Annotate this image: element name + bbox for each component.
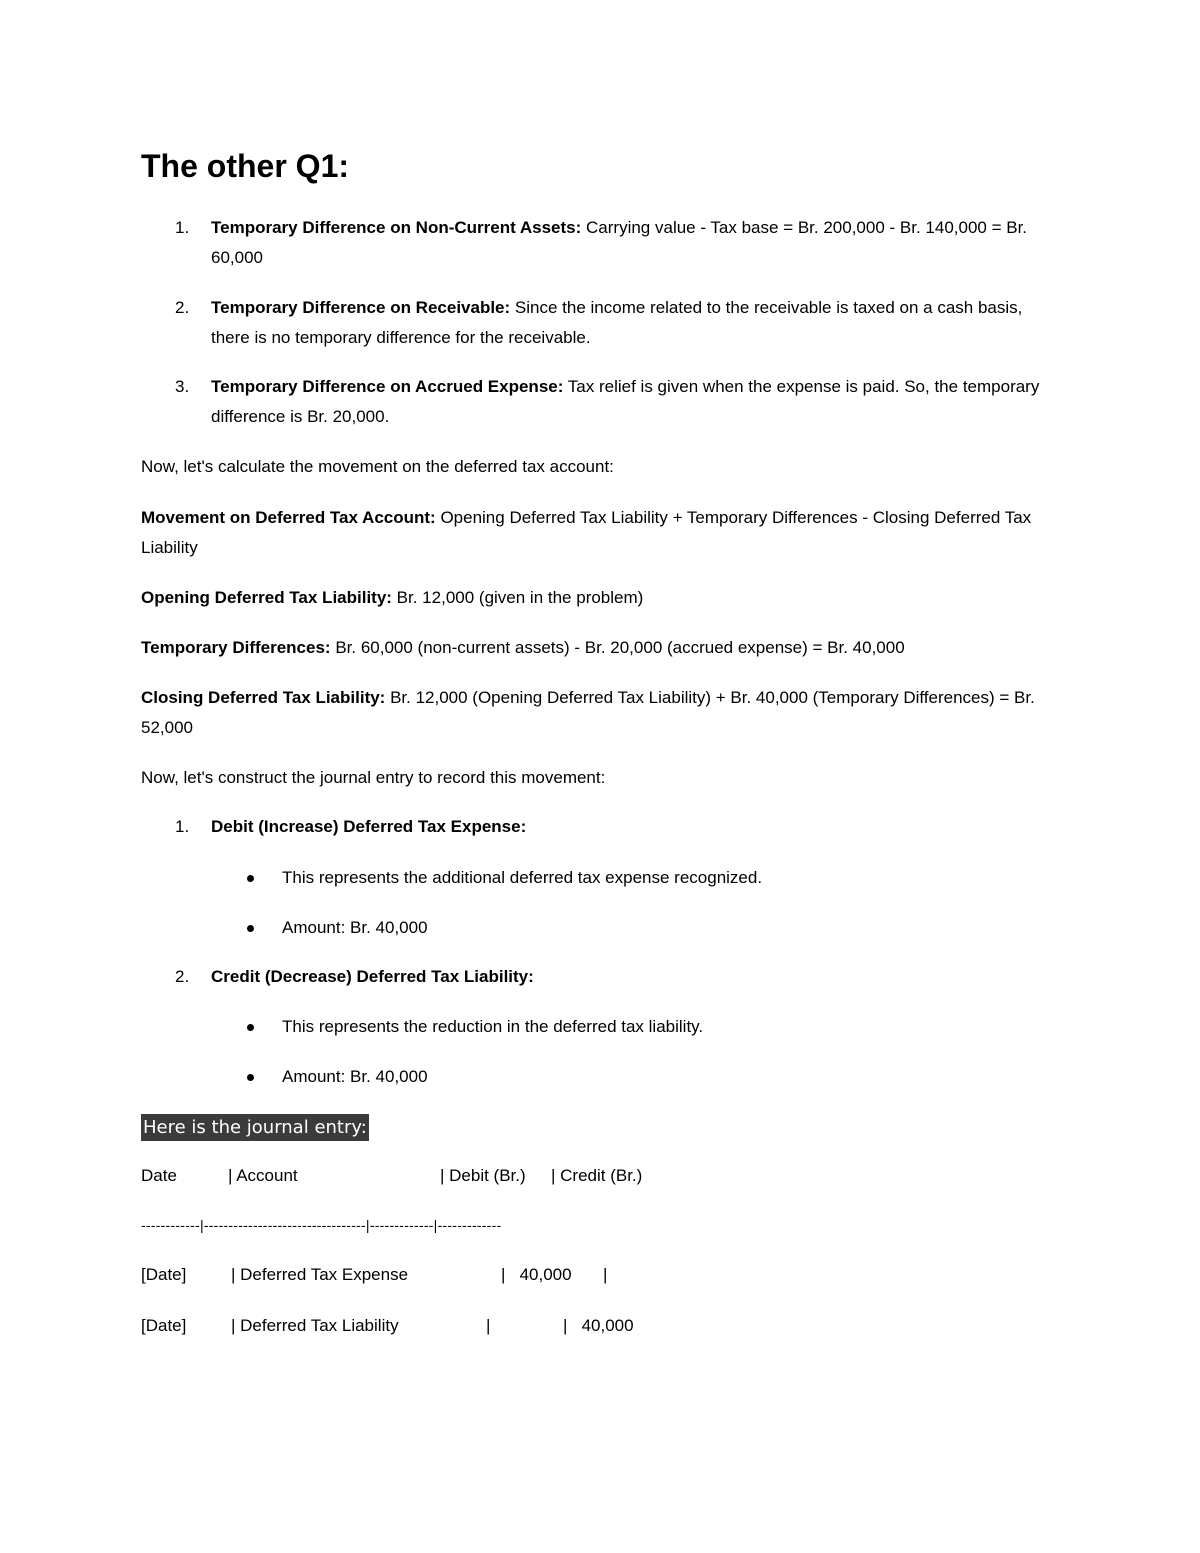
row-credit: | — [603, 1265, 608, 1284]
table-header-credit: | Credit (Br.) — [551, 1166, 643, 1185]
movement-text: Opening Deferred Tax Liability + Temporary Differences - Closing Deferred Tax Liability — [141, 508, 1032, 557]
table-header-debit: | Debit (Br.) — [440, 1166, 526, 1185]
bullet-item: Amount: Br. 40,000 — [282, 1067, 428, 1086]
closing-label: Closing Deferred Tax Liability: — [141, 688, 386, 707]
bullet-icon — [247, 875, 254, 882]
item-text: Tax relief is given when the expense is paid. So, the temporary difference is Br. 20,000. — [211, 377, 1040, 426]
list-number: 3. — [175, 377, 190, 396]
temporary-paragraph — [141, 633, 1061, 663]
closing-text: Br. 12,000 (Opening Deferred Tax Liability) + Br. 40,000 (Temporary Differences) = Br. 52,000 — [141, 688, 1035, 737]
row-account: | Deferred Tax Expense — [231, 1265, 409, 1284]
bullet-icon — [247, 1024, 254, 1031]
list-number: 1. — [175, 218, 190, 237]
list-number: 2. — [175, 967, 190, 986]
intro-journal: Now, let's construct the journal entry to record this movement: — [141, 768, 606, 787]
movement-label: Movement on Deferred Tax Account: — [141, 508, 436, 527]
table-header-account: | Account — [228, 1166, 298, 1185]
entry-credit-label — [211, 962, 1061, 992]
intro-movement: Now, let's calculate the movement on the deferred tax account: — [141, 457, 614, 476]
journal-entry-heading: Here is the journal entry: — [141, 1114, 369, 1141]
temporary-text: Br. 60,000 (non-current assets) - Br. 20,000 (accrued expense) = Br. 40,000 — [330, 638, 905, 657]
list-number: 2. — [175, 298, 190, 317]
item-label: Credit (Decrease) Deferred Tax Liability: — [211, 967, 534, 986]
table-separator: ------------|---------------------------------|-------------|------------- — [141, 1217, 502, 1233]
list-item-accrued-expense — [211, 372, 1061, 432]
entry-debit-label — [211, 812, 1061, 842]
bullet-item: Amount: Br. 40,000 — [282, 918, 428, 937]
row-date: [Date] — [141, 1316, 187, 1335]
temporary-label: Temporary Differences: — [141, 638, 331, 657]
row-debit: | — [486, 1316, 491, 1335]
row-credit: | 40,000 — [563, 1316, 634, 1335]
bullet-item: This represents the additional deferred tax expense recognized. — [282, 868, 763, 887]
item-label: Debit (Increase) Deferred Tax Expense: — [211, 817, 527, 836]
item-text: Carrying value - Tax base = Br. 200,000 - Br. 140,000 = Br. 60,000 — [211, 218, 1028, 267]
item-text: Since the income related to the receivable is taxed on a cash basis, there is no temporary difference for the receivable. — [211, 298, 1023, 347]
row-debit: | 40,000 — [501, 1265, 572, 1284]
closing-paragraph — [141, 683, 1061, 743]
list-item-receivable — [211, 293, 1061, 353]
table-header-date: Date — [141, 1166, 177, 1185]
page-title: The other Q1: — [141, 148, 350, 184]
item-label: Temporary Difference on Non-Current Assets: — [211, 218, 582, 237]
bullet-icon — [247, 1074, 254, 1081]
opening-text: Br. 12,000 (given in the problem) — [391, 588, 644, 607]
opening-paragraph — [141, 583, 1061, 613]
item-label: Temporary Difference on Accrued Expense: — [211, 377, 564, 396]
list-number: 1. — [175, 817, 190, 836]
list-item-non-current-assets — [211, 213, 1061, 273]
opening-label: Opening Deferred Tax Liability: — [141, 588, 392, 607]
row-date: [Date] — [141, 1265, 187, 1284]
row-account: | Deferred Tax Liability — [231, 1316, 399, 1335]
bullet-item: This represents the reduction in the deferred tax liability. — [282, 1017, 704, 1036]
movement-paragraph — [141, 503, 1061, 563]
bullet-icon — [247, 925, 254, 932]
item-label: Temporary Difference on Receivable: — [211, 298, 511, 317]
